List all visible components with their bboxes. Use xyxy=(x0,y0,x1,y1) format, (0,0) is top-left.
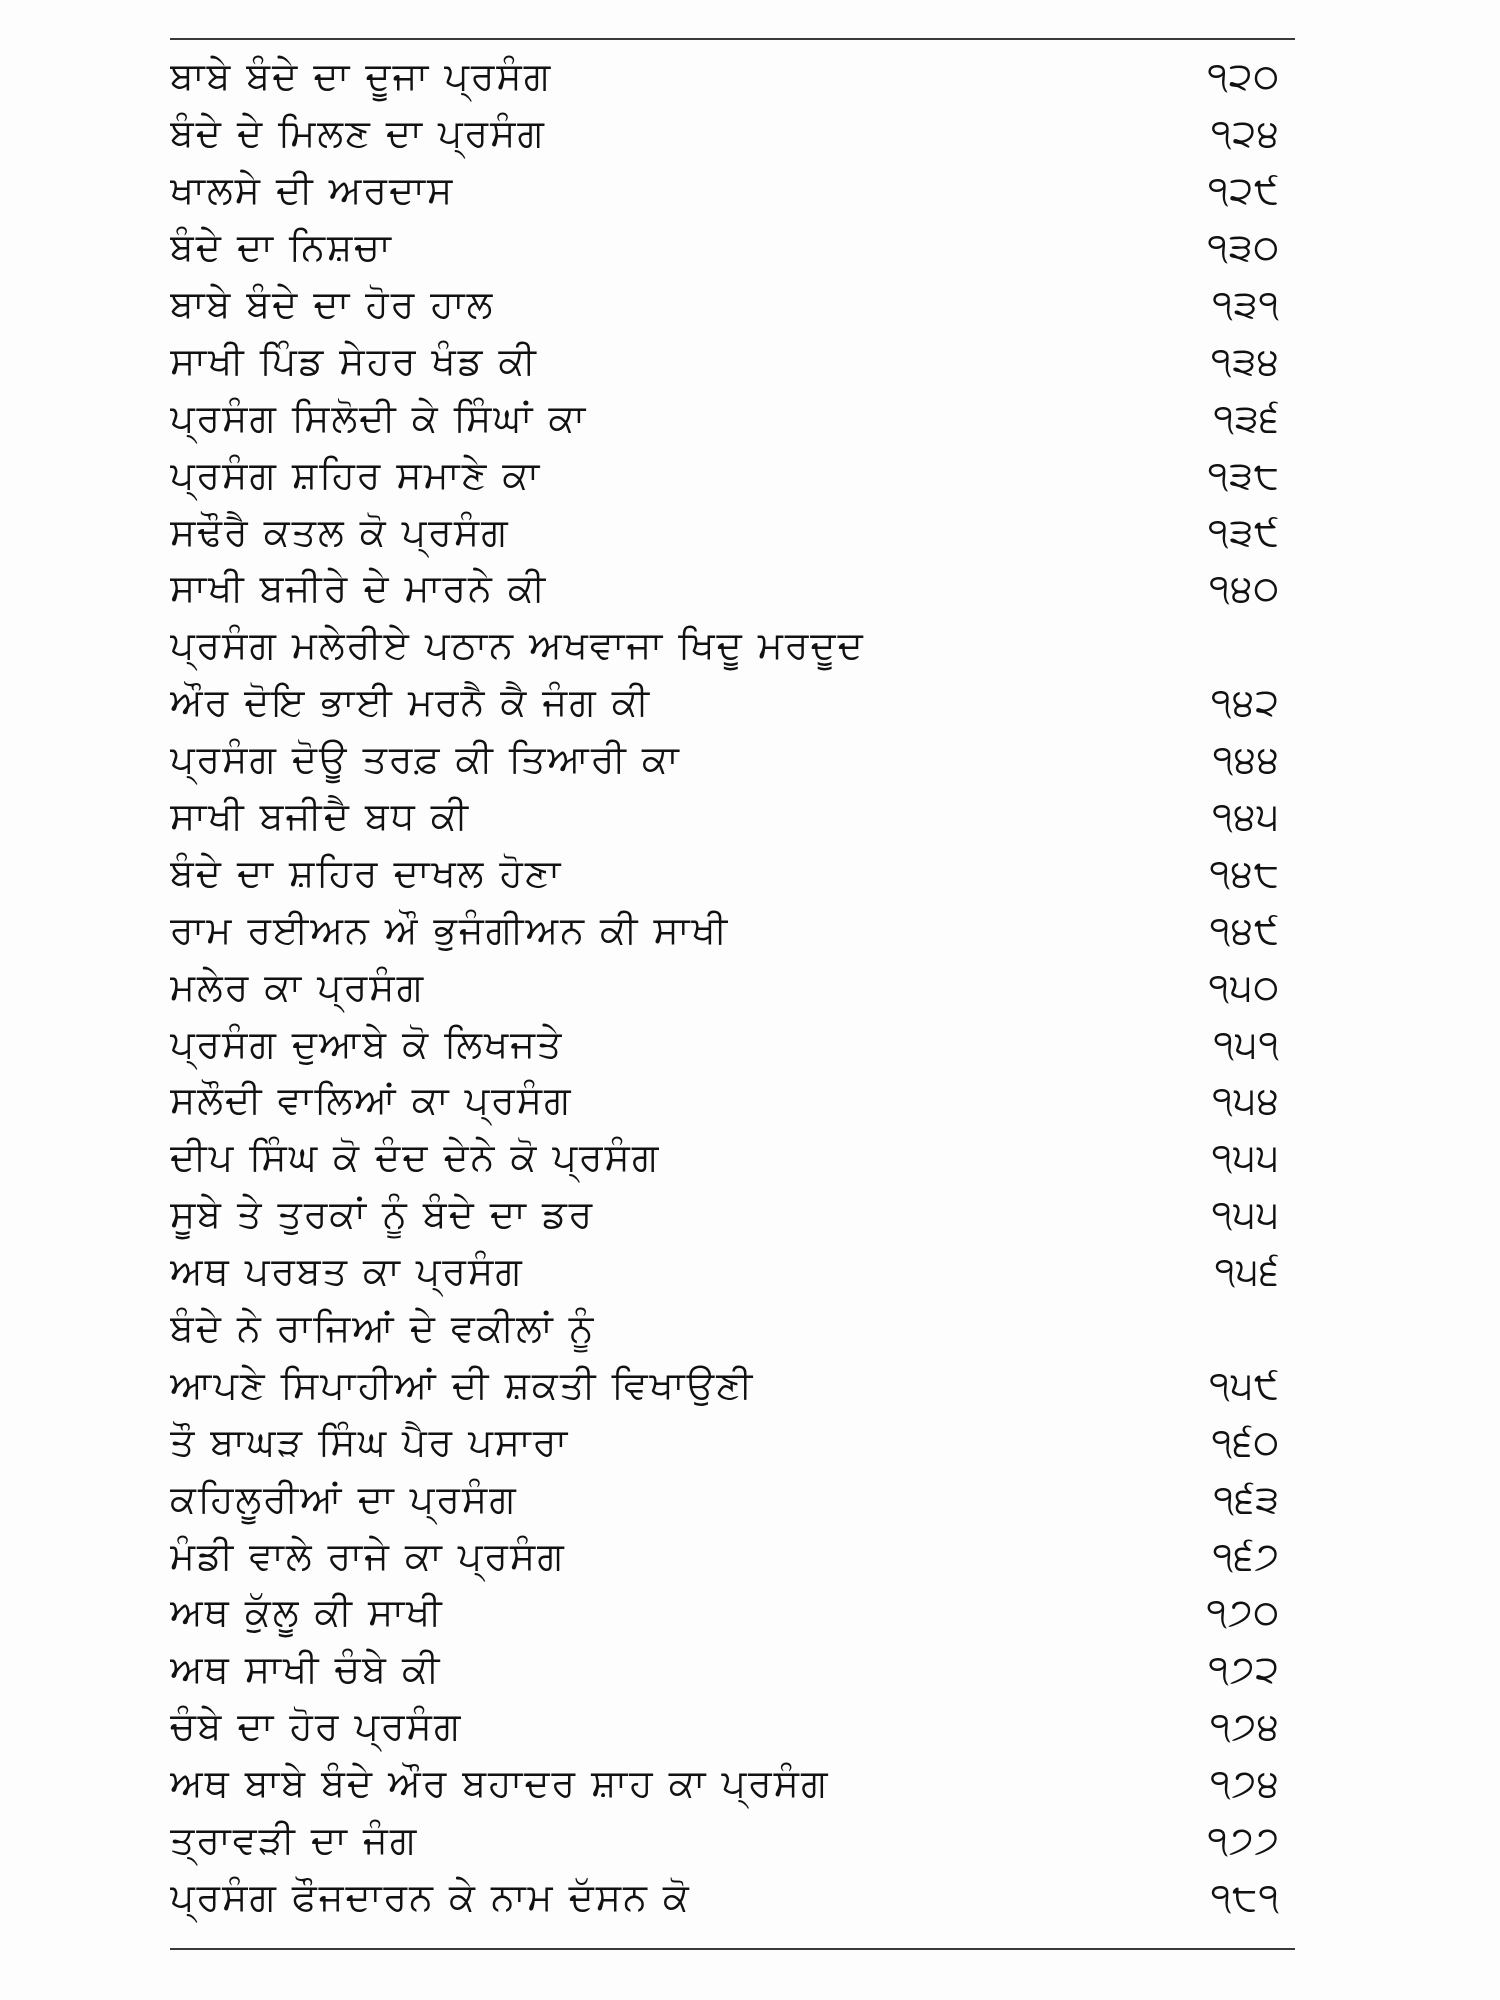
toc-entry-title: ਪ੍ਰਸੰਗ ਦੋਊ ਤਰਫ਼ ਕੀ ਤਿਆਰੀ ਕਾ xyxy=(170,737,681,782)
toc-entry-page-number: ੧੨੦ xyxy=(1207,54,1280,99)
toc-entry-page-number: ੧੬੭ xyxy=(1212,1533,1280,1578)
toc-entry xyxy=(170,1300,1280,1357)
toc-entry xyxy=(170,1641,1280,1698)
toc-entry-page-number: ੧੪੦ xyxy=(1208,566,1280,611)
toc-entry-page-number: ੧੪੮ xyxy=(1209,850,1280,895)
toc-entry-title: ਬਾਬੇ ਬੰਦੇ ਦਾ ਦੂਜਾ ਪ੍ਰਸੰਗ xyxy=(170,54,553,99)
toc-entry-title: ਬੰਦੇ ਨੇ ਰਾਜਿਆਂ ਦੇ ਵਕੀਲਾਂ ਨੂੰ xyxy=(170,1306,596,1351)
toc-entry-title: ਪ੍ਰਸੰਗ ਦੁਆਬੇ ਕੋ ਲਿਖਜਤੇ xyxy=(170,1021,564,1066)
toc-entry-page-number: ੧੪੯ xyxy=(1209,907,1280,952)
toc-entry xyxy=(170,1812,1280,1869)
toc-entry-title: ਮਲੇਰ ਕਾ ਪ੍ਰਸੰਗ xyxy=(170,964,426,1009)
toc-entry-title: ਔਰ ਦੋਇ ਭਾਈ ਮਰਨੈ ਕੈ ਜੰਗ ਕੀ xyxy=(170,680,652,725)
toc-entry xyxy=(170,1015,1280,1072)
toc-entry-title: ਰਾਮ ਰਈਅਨ ਔ ਭੁਜੰਗੀਅਨ ਕੀ ਸਾਖੀ xyxy=(170,907,730,952)
toc-entry-title: ਸਢੌਰੈ ਕਤਲ ਕੋ ਪ੍ਰਸੰਗ xyxy=(170,509,510,554)
toc-entry-title: ਅਥ ਕੁੱਲੂ ਕੀ ਸਾਖੀ xyxy=(170,1590,444,1635)
toc-entry xyxy=(170,162,1280,219)
toc-entry-page-number: ੧੫੪ xyxy=(1212,1078,1280,1123)
toc-entry-title: ਚੰਬੇ ਦਾ ਹੋਰ ਪ੍ਰਸੰਗ xyxy=(170,1704,463,1749)
toc-entry xyxy=(170,1243,1280,1300)
toc-entry xyxy=(170,219,1280,276)
toc-entry xyxy=(170,1186,1280,1243)
toc-entry-page-number: ੧੭੪ xyxy=(1209,1704,1280,1749)
toc-entry-title: ਖਾਲਸੇ ਦੀ ਅਰਦਾਸ xyxy=(170,168,455,213)
toc-entry xyxy=(170,1584,1280,1641)
toc-entry-page-number: ੧੨੯ xyxy=(1207,168,1280,213)
toc-entry-page-number: ੧੭੪ xyxy=(1209,1761,1280,1806)
toc-entry xyxy=(170,1869,1280,1926)
toc-entry-title: ਸਾਖੀ ਬਜੀਰੇ ਦੇ ਮਾਰਨੇ ਕੀ xyxy=(170,566,548,611)
toc-entry-title: ਸਲੌਦੀ ਵਾਲਿਆਂ ਕਾ ਪ੍ਰਸੰਗ xyxy=(170,1078,573,1123)
toc-entry-page-number: ੧੫੦ xyxy=(1208,964,1280,1009)
toc-entry xyxy=(170,901,1280,958)
toc-entry-title: ਅਥ ਪਰਬਤ ਕਾ ਪ੍ਰਸੰਗ xyxy=(170,1249,524,1294)
toc-entry xyxy=(170,788,1280,845)
toc-entry xyxy=(170,844,1280,901)
toc-entry-title: ਪ੍ਰਸੰਗ ਸਿਲੋਦੀ ਕੇ ਸਿੰਘਾਂ ਕਾ xyxy=(170,395,588,440)
toc-entry xyxy=(170,1129,1280,1186)
toc-entry-page-number: ੧੫੫ xyxy=(1211,1135,1280,1180)
toc-entry-page-number: ੧੮੧ xyxy=(1210,1874,1280,1919)
toc-entry-page-number: ੧੩੬ xyxy=(1213,395,1280,440)
toc-entry xyxy=(170,1698,1280,1755)
toc-entry xyxy=(170,1356,1280,1413)
toc-entry-title: ਬੰਦੇ ਦਾ ਸ਼ਹਿਰ ਦਾਖਲ ਹੋਣਾ xyxy=(170,850,563,895)
toc-entry-title: ਅਥ ਸਾਖੀ ਚੰਬੇ ਕੀ xyxy=(170,1647,442,1692)
toc-entry-title: ਮੰਡੀ ਵਾਲੇ ਰਾਜੇ ਕਾ ਪ੍ਰਸੰਗ xyxy=(170,1533,566,1578)
toc-entry xyxy=(170,446,1280,503)
toc-entry-page-number: ੧੩੪ xyxy=(1210,338,1280,383)
toc-entry-title: ਬੰਦੇ ਦਾ ਨਿਸ਼ਚਾ xyxy=(170,225,393,270)
toc-entry-title: ਦੀਪ ਸਿੰਘ ਕੋ ਦੰਦ ਦੇਨੇ ਕੋ ਪ੍ਰਸੰਗ xyxy=(170,1135,661,1180)
toc-entry-page-number: ੧੭੭ xyxy=(1207,1818,1280,1863)
bottom-rule xyxy=(170,1948,1295,1950)
toc-entry xyxy=(170,958,1280,1015)
toc-entry-title: ਪ੍ਰਸੰਗ ਮਲੇਰੀਏ ਪਠਾਨ ਅਖਵਾਜਾ ਖਿਦੂ ਮਰਦੂਦ xyxy=(170,623,865,668)
toc-entry-page-number: ੧੭੦ xyxy=(1206,1590,1280,1635)
toc-entry xyxy=(170,48,1280,105)
toc-entry-page-number: ੧੭੨ xyxy=(1208,1647,1280,1692)
toc-entry-page-number: ੧੩੮ xyxy=(1207,452,1280,497)
toc-entry-title: ਅਥ ਬਾਬੇ ਬੰਦੇ ਔਰ ਬਹਾਦਰ ਸ਼ਾਹ ਕਾ ਪ੍ਰਸੰਗ xyxy=(170,1761,830,1806)
toc-entry-page-number: ੧੫੧ xyxy=(1213,1021,1280,1066)
toc-entry xyxy=(170,1470,1280,1527)
toc-entry xyxy=(170,1527,1280,1584)
toc-entry-page-number: ੧੬੩ xyxy=(1213,1476,1280,1521)
toc-entry-page-number: ੧੪੪ xyxy=(1212,737,1280,782)
top-rule xyxy=(170,38,1295,40)
toc-entry xyxy=(170,731,1280,788)
toc-entry-title: ਪ੍ਰਸੰਗ ਫੌਜਦਾਰਨ ਕੇ ਨਾਮ ਦੱਸਨ ਕੋ xyxy=(170,1874,691,1919)
toc-entry xyxy=(170,1755,1280,1812)
toc-entry-page-number: ੧੫੯ xyxy=(1209,1362,1280,1407)
toc-entry-title: ਤੌ ਬਾਘੜ ਸਿੰਘ ਪੈਰ ਪਸਾਰਾ xyxy=(170,1419,570,1464)
toc-entry-title: ਬਾਬੇ ਬੰਦੇ ਦਾ ਹੋਰ ਹਾਲ xyxy=(170,282,495,326)
toc-entry-page-number: ੧੩੯ xyxy=(1207,509,1280,554)
toc-entry xyxy=(170,560,1280,617)
toc-entry-title: ਸੂਬੇ ਤੇ ਤੁਰਕਾਂ ਨੂੰ ਬੰਦੇ ਦਾ ਡਰ xyxy=(170,1192,595,1237)
toc-entry-title: ਸਾਖੀ ਪਿੰਡ ਸੇਹਰ ਖੰਡ ਕੀ xyxy=(170,338,538,383)
toc-entry xyxy=(170,389,1280,446)
toc-entry xyxy=(170,1072,1280,1129)
toc-entry-page-number: ੧੫੫ xyxy=(1211,1192,1280,1237)
toc-entry xyxy=(170,105,1280,162)
toc-entry-title: ਸਾਖੀ ਬਜੀਦੈ ਬਧ ਕੀ xyxy=(170,794,471,839)
toc-entry xyxy=(170,617,1280,674)
toc-entry-title: ਕਹਿਲੂਰੀਆਂ ਦਾ ਪ੍ਰਸੰਗ xyxy=(170,1476,518,1521)
toc-entry-page-number: ੧੪੫ xyxy=(1212,794,1280,839)
toc-entry xyxy=(170,276,1280,333)
toc-entry-title: ਪ੍ਰਸੰਗ ਸ਼ਹਿਰ ਸਮਾਣੇ ਕਾ xyxy=(170,452,542,497)
toc-entry-page-number: ੧੨੪ xyxy=(1210,111,1280,156)
toc-entry xyxy=(170,1413,1280,1470)
toc-entry-title: ਤ੍ਰਾਵੜੀ ਦਾ ਜੰਗ xyxy=(170,1818,419,1863)
toc-entry xyxy=(170,332,1280,389)
toc-entry-title: ਬੰਦੇ ਦੇ ਮਿਲਣ ਦਾ ਪ੍ਰਸੰਗ xyxy=(170,111,546,156)
table-of-contents xyxy=(170,48,1280,1925)
toc-entry-page-number: ੧੫੬ xyxy=(1214,1249,1280,1294)
toc-entry-page-number: ੧੩੧ xyxy=(1212,282,1280,326)
toc-entry-page-number: ੧੩੦ xyxy=(1207,225,1280,270)
toc-entry-title: ਆਪਣੇ ਸਿਪਾਹੀਆਂ ਦੀ ਸ਼ਕਤੀ ਵਿਖਾਉਣੀ xyxy=(170,1362,755,1407)
toc-entry xyxy=(170,503,1280,560)
toc-entry-page-number: ੧੬੦ xyxy=(1211,1419,1280,1464)
toc-entry-page-number: ੧੪੨ xyxy=(1210,680,1280,725)
toc-entry xyxy=(170,674,1280,731)
